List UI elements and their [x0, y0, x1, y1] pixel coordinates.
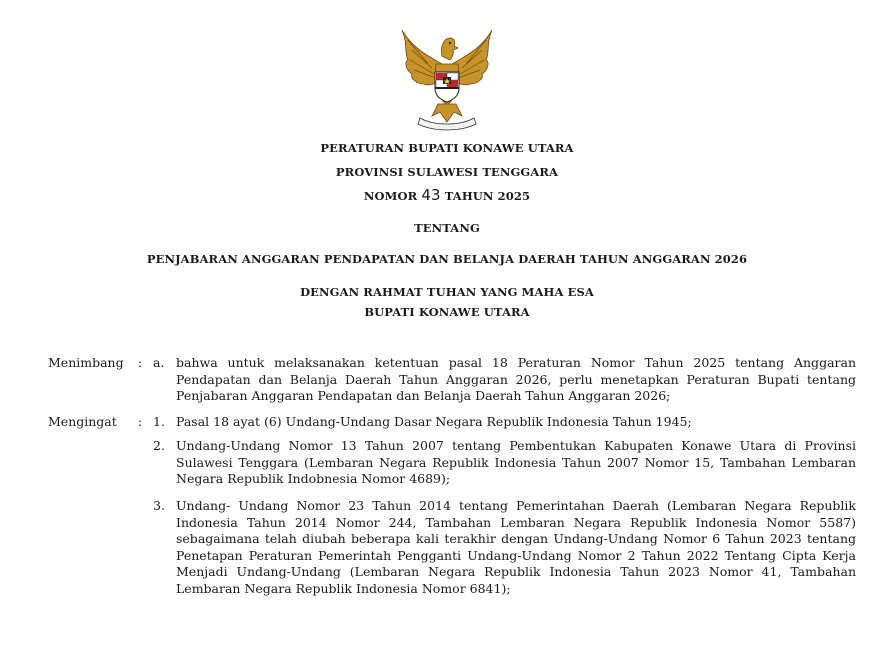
bupati-line: BUPATI KONAWE UTARA — [364, 305, 530, 319]
tentang-heading: TENTANG — [414, 221, 480, 235]
mengingat-marker-3: 3. — [153, 498, 165, 513]
garuda-pancasila-emblem — [398, 26, 496, 132]
mengingat-item-3: Undang- Undang Nomor 23 Tahun 2014 tentang Pemerintahan Daerah (Lembaran Negara Republik Indonesia Tahun 2014 Nomor 244, Tambahan Lembaran Negara Republik Indonesia Nomor 5587) sebagaimana telah diubah beberapa kali terakhir dengan Undang-Undang Nomor 6 Tahun 2023 tentang Penetapan Peraturan Pemerintah Pengganti Undang-Undang Nomor 2 Tahun 2022 Tentang Cipta Kerja Menjadi Undang-Undang (Lembaran Negara Republik Indonesia Tahun 2023 Nomor 41, Tambahan Lembaran Negara Republik Indonesia Nomor 6841); — [176, 498, 856, 596]
menimbang-item-a: bahwa untuk melaksanakan ketentuan pasal 18 Peraturan Nomor Tahun 2025 tentang Anggaran Pendapatan dan Belanja Daerah Tahun Anggaran 2026, perlu menetapkan Peraturan Bupati tentang Penjabaran Anggaran Pendapatan dan Belanja Daerah Tahun Anggaran 2026; — [176, 355, 856, 404]
title-line-2: PROVINSI SULAWESI TENGGARA — [335, 165, 559, 179]
menimbang-colon: : — [138, 355, 143, 370]
year-label: TAHUN 2025 — [444, 189, 531, 203]
menimbang-marker-a: a. — [153, 355, 165, 370]
mengingat-colon: : — [138, 414, 143, 429]
menimbang-label: Menimbang — [48, 355, 124, 370]
title-line-1: PERATURAN BUPATI KONAWE UTARA — [320, 141, 574, 155]
rahmat-line: DENGAN RAHMAT TUHAN YANG MAHA ESA — [300, 285, 594, 299]
handwritten-number: 43 — [421, 186, 441, 204]
mengingat-marker-1: 1. — [153, 414, 165, 429]
title-line-3 — [0, 186, 894, 204]
subject-title: PENJABARAN ANGGARAN PENDAPATAN DAN BELANJA DAERAH TAHUN ANGGARAN 2026 — [146, 252, 748, 266]
nomor-label: NOMOR — [363, 189, 418, 203]
mengingat-item-1: Pasal 18 ayat (6) Undang-Undang Dasar Negara Republik Indonesia Tahun 1945; — [176, 414, 692, 429]
mengingat-marker-2: 2. — [153, 438, 165, 453]
mengingat-item-2: Undang-Undang Nomor 13 Tahun 2007 tentang Pembentukan Kabupaten Konawe Utara di Provinsi Sulawesi Tenggara (Lembaran Negara Republik Indonesia Tahun 2007 Nomor 15, Tambahan Lembaran Negara Republik Indobnesia Nomor 4689); — [176, 438, 856, 487]
mengingat-label: Mengingat — [48, 414, 117, 429]
